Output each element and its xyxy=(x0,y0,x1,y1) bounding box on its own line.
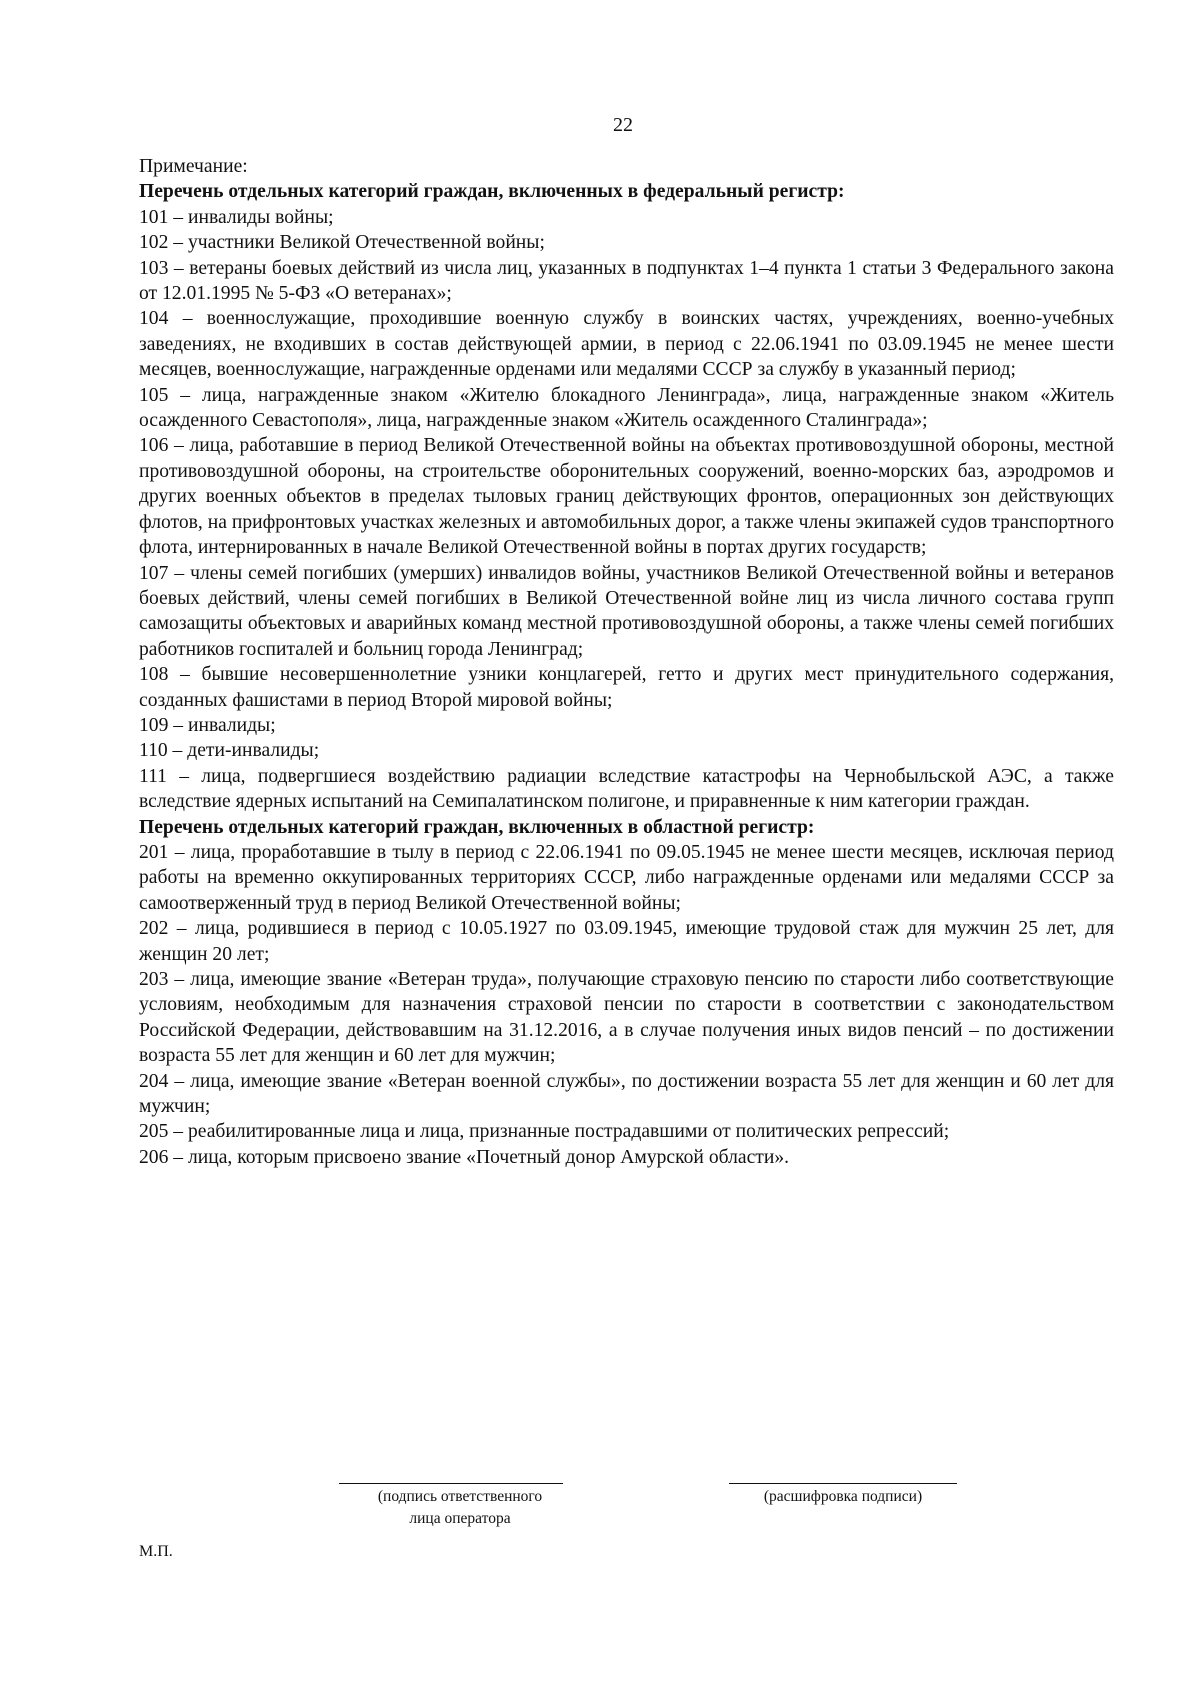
list-item: 204 – лица, имеющие звание «Ветеран военной службы», по достижении возраста 55 лет для женщин и 60 лет для мужчин; xyxy=(139,1070,1114,1118)
list-item: 103 – ветераны боевых действий из числа лиц, указанных в подпунктах 1–4 пункта 1 статьи 3 Федерального закона от 12.01.1995 № 5-ФЗ «О ветеранах»; xyxy=(139,257,1114,305)
note-label: Примечание: xyxy=(139,156,248,177)
regional-register-heading: Перечень отдельных категорий граждан, включенных в областной регистр: xyxy=(139,816,815,838)
federal-register-heading: Перечень отдельных категорий граждан, включенных в федеральный регистр: xyxy=(139,181,845,203)
signature-line xyxy=(339,1483,563,1484)
list-item: 201 – лица, проработавшие в тылу в период с 22.06.1941 по 09.05.1945 не менее шести месяцев, исключая период работы на временно оккупированных территориях СССР, либо награжденные орденами или медалями СССР за самоотверженный труд в период Великой Отечественной войны; xyxy=(139,841,1114,914)
list-item: 203 – лица, имеющие звание «Ветеран труда», получающие страховую пенсию по старости либо соответствующие условиям, необходимым для назначения страховой пенсии по старости в соответствии с законодательством Российской Федерации, действовавшим на 31.12.2016, а в случае получения иных видов пенсий – по достижении возраста 55 лет для женщин и 60 лет для мужчин; xyxy=(139,969,1114,1067)
list-item: 110 – дети-инвалиды; xyxy=(139,740,320,762)
list-item: 107 – члены семей погибших (умерших) инвалидов войны, участников Великой Отечественной войны и ветеранов боевых действий, члены семей погибших в Великой Отечественной войне лиц из числа личного состава групп самозащиты объектовых и аварийных команд местной противовоздушной обороны, а также члены семей погибших работников госпиталей и больниц города Ленинград; xyxy=(139,562,1114,660)
list-item: 101 – инвалиды войны; xyxy=(139,206,334,228)
list-item: 105 – лица, награжденные знаком «Жителю блокадного Ленинграда», лица, награжденные знаком «Житель осажденного Севастополя», лица, награжденные знаком «Житель осажденного Сталинграда»; xyxy=(139,384,1114,432)
list-item: 202 – лица, родившиеся в период с 10.05.1927 по 03.09.1945, имеющие трудовой стаж для мужчин 25 лет, для женщин 20 лет; xyxy=(139,918,1114,965)
document-body xyxy=(139,154,1114,1170)
list-item: 108 – бывшие несовершеннолетние узники концлагерей, гетто и других мест принудительного содержания, созданных фашистами в период Второй мировой войны; xyxy=(139,664,1114,711)
list-item: 106 – лица, работавшие в период Великой Отечественной войны на объектах противовоздушной обороны, местной противовоздушной обороны, на строительстве оборонительных сооружений, военно-морских баз, аэродромов и других военных объектов в пределах тыловых границ действующих фронтов, операционных зон действующих флотов, на прифронтовых участках железных и автомобильных дорог, а также члены экипажей судов транспортного флота, интернированных в начале Великой Отечественной войны в портах других государств; xyxy=(139,435,1114,559)
signature-caption-line1: (подпись ответственного xyxy=(377,1488,543,1505)
signature-caption-line2: лица оператора xyxy=(409,1510,511,1527)
list-item: 102 – участники Великой Отечественной войны; xyxy=(139,232,545,254)
stamp-place-label: М.П. xyxy=(139,1543,173,1560)
signature-decoding-line xyxy=(729,1483,957,1484)
signature-caption xyxy=(330,1486,590,1530)
list-item: 109 – инвалиды; xyxy=(139,714,276,736)
list-item: 104 – военнослужащие, проходившие военную службу в воинских частях, учреждениях, военно-учебных заведениях, не входивших в состав действующей армии, в период с 22.06.1941 по 03.09.1945 не менее шести месяцев, военнослужащие, награжденные орденами или медалями СССР за службу в указанный период; xyxy=(139,308,1114,381)
page-number: 22 xyxy=(613,114,633,136)
list-item: 206 – лица, которым присвоено звание «Почетный донор Амурской области». xyxy=(139,1146,790,1168)
signature-decoding-caption: (расшифровка подписи) xyxy=(763,1488,923,1505)
list-item: 111 – лица, подвергшиеся воздействию радиации вследствие катастрофы на Чернобыльской АЭС, а также вследствие ядерных испытаний на Семипалатинском полигоне, и приравненные к ним категории граждан. xyxy=(139,765,1114,813)
list-item: 205 – реабилитированные лица и лица, признанные пострадавшими от политических репрессий; xyxy=(139,1121,950,1143)
